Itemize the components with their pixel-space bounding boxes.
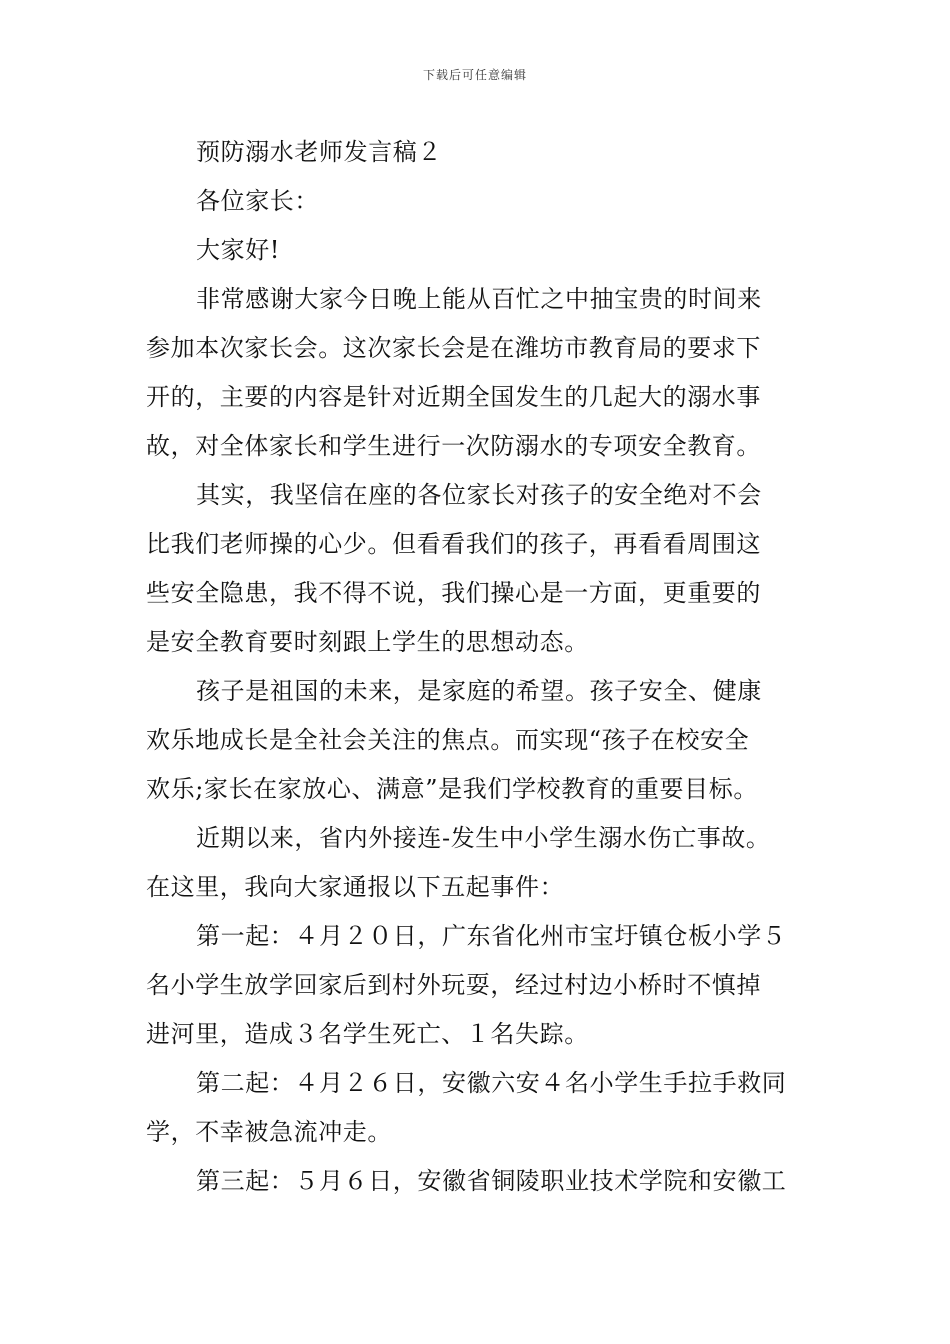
text-line: 比我们老师操的心少。但看看我们的孩子，再看看周围这 xyxy=(146,530,761,558)
text-line: 在这里，我向大家通报以下五起事件： xyxy=(146,873,565,901)
text-line: 些安全隐患，我不得不说，我们操心是一方面，更重要的 xyxy=(146,579,761,607)
text-line: 参加本次家长会。这次家长会是在潍坊市教育局的要求下 xyxy=(146,334,761,362)
text-line: 名小学生放学回家后到村外玩耍，经过村边小桥时不慎掉 xyxy=(146,971,761,999)
text-line: 各位家长： xyxy=(196,187,319,215)
text-line: 大家好! xyxy=(196,236,281,264)
text-line: 第二起：４月２６日，安徽六安４名小学生手拉手救同 xyxy=(196,1069,787,1097)
text-line: 开的，主要的内容是针对近期全国发生的几起大的溺水事 xyxy=(146,383,761,411)
text-line: 其实，我坚信在座的各位家长对孩子的安全绝对不会 xyxy=(196,481,762,509)
header-note: 下载后可任意编辑 xyxy=(422,68,527,82)
document-body xyxy=(146,128,808,1206)
text-line: 欢乐地成长是全社会关注的焦点。而实现“孩子在校安全 xyxy=(146,726,750,754)
text-line: 孩子是祖国的未来，是家庭的希望。孩子安全、健康 xyxy=(196,677,762,705)
text-line: 欢乐;家长在家放心、满意”是我们学校教育的重要目标。 xyxy=(146,775,758,803)
text-line: 预防溺水老师发言稿２ xyxy=(196,138,442,166)
text-line: 是安全教育要时刻跟上学生的思想动态。 xyxy=(146,628,589,656)
text-line: 故，对全体家长和学生进行一次防溺水的专项安全教育。 xyxy=(146,432,761,460)
text-line: 第一起：４月２０日，广东省化州市宝圩镇仓板小学５ xyxy=(196,922,787,950)
text-line: 近期以来，省内外接连-发生中小学生溺水伤亡事故。 xyxy=(196,824,771,852)
text-line: 学，不幸被急流冲走。 xyxy=(146,1118,392,1146)
text-line: 非常感谢大家今日晚上能从百忙之中抽宝贵的时间来 xyxy=(196,285,762,313)
text-line: 进河里，造成３名学生死亡、１名失踪。 xyxy=(146,1020,589,1048)
text-line: 第三起：５月６日，安徽省铜陵职业技术学院和安徽工 xyxy=(196,1167,787,1195)
